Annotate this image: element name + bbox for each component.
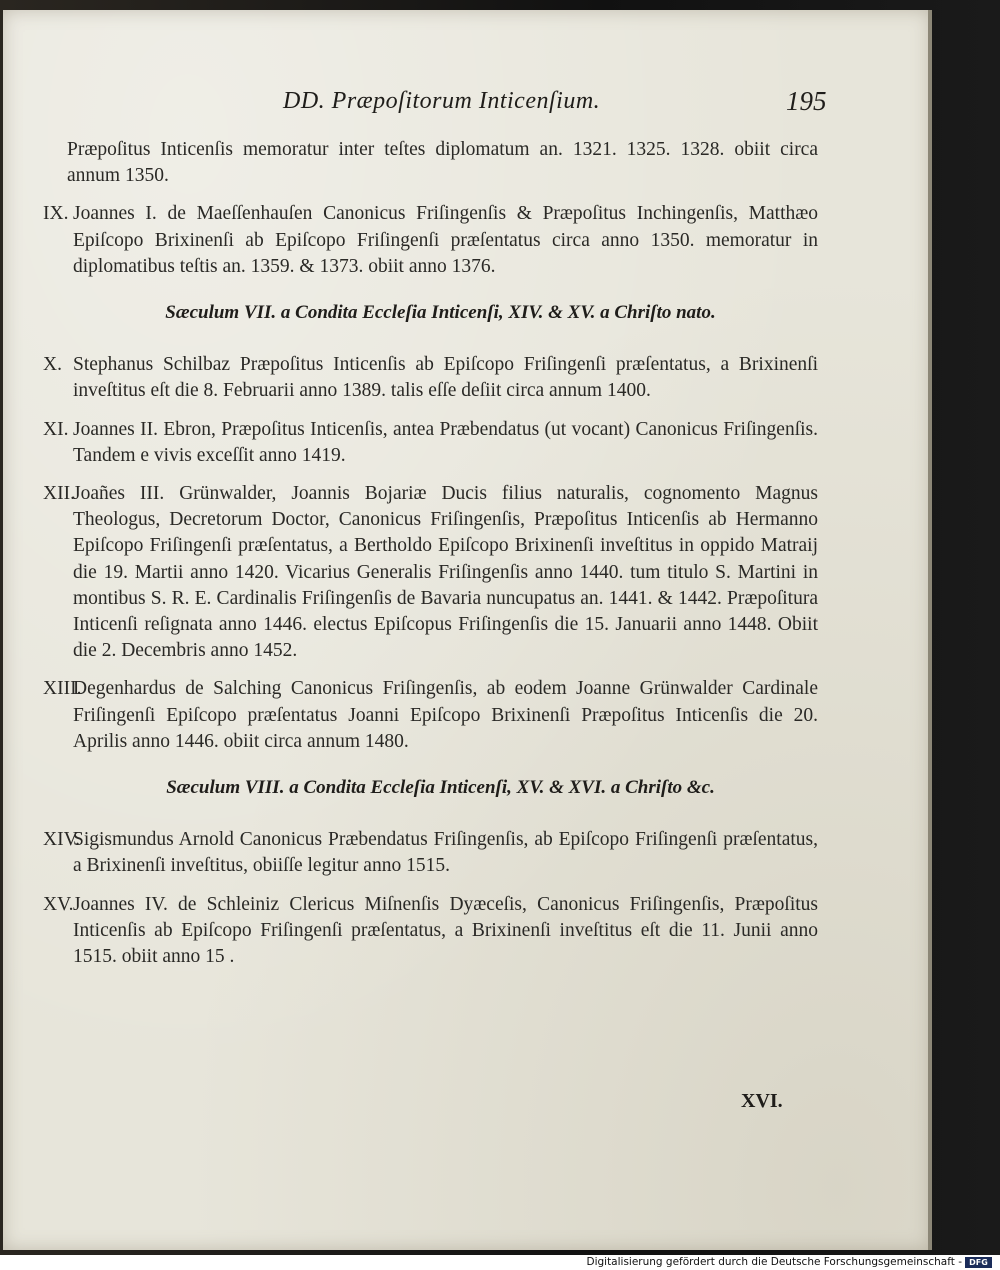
catchword: XVI. [741,1090,783,1112]
entry-number: X. [43,354,62,376]
digitization-footer [0,1255,1000,1270]
entry-text: Præpoſitus Inticenſis memoratur inter teſtes diplomatum an. 1321. 1325. 1328. obiit circa annum 1350. [67,139,818,187]
running-head: DD. Præpoſitorum Inticenſium. [283,88,601,114]
entry-number: XIII. [43,678,82,700]
section-heading-viii: Sæculum VIII. a Condita Eccleſia Inticenſi, XV. & XVI. a Chriſto &c. [166,777,715,799]
entry-xiii [43,676,818,755]
entry-xv [43,892,818,971]
entry-continuation [43,137,818,189]
entry-xi [43,417,818,469]
entry-ix [43,201,818,280]
entry-number: XIV. [43,829,81,851]
entry-text: Degenhardus de Salching Canonicus Friſingenſis, ab eodem Joanne Grünwalder Cardinale Friſingenſi Epiſcopo præſentatus Joanni Epiſcopo Brixinenſi Præpoſitus Inticenſis die 20. Aprilis anno 1446. obiit circa annum 1480. [73,678,818,752]
book-page [3,10,930,1250]
page-body [43,137,818,982]
entry-text: Sigismundus Arnold Canonicus Præbendatus Friſingenſis, ab Epiſcopo Friſingenſi præſentatus, a Brixinenſi inveſtitus, obiiſſe legitur anno 1515. [73,829,818,877]
entry-number: XII. [43,483,75,505]
page-number: 195 [786,86,827,116]
entry-number: XV. [43,893,74,915]
page-edge [928,10,932,1250]
entry-text: Stephanus Schilbaz Præpoſitus Inticenſis ab Epiſcopo Friſingenſi præſentatus, a Brixinenſi inveſtitus eſt die 8. Februarii anno 1389. talis eſſe deſiit circa annum 1400. [73,354,818,402]
entry-text: Joannes I. de Maeſſenhauſen Canonicus Friſingenſis & Præpoſitus Inchingenſis, Matthæo Epiſcopo Brixinenſi ab Epiſcopo Friſingenſi præſentatus circa anno 1350. memoratur in diplomatibus teſtis an. 1359. & 1373. obiit anno 1376. [73,203,818,277]
entry-xiv [43,827,818,879]
section-heading-vii: Sæculum VII. a Condita Eccleſia Inticenſi, XIV. & XV. a Chriſto nato. [165,302,716,324]
entry-x [43,352,818,404]
entry-text: Joannes IV. de Schleiniz Clericus Miſnenſis Dyæceſis, Canonicus Friſingenſis, Præpoſitus Inticenſis ab Epiſcopo Friſingenſi præſentatus, a Brixinenſi inveſtitus eſt die 11. Junii anno 1515. obiit anno 15 . [73,893,818,968]
entry-number: IX. [43,203,69,225]
dfg-logo: DFG [965,1257,992,1268]
entry-xii [43,481,818,664]
entry-text: Joannes II. Ebron, Præpoſitus Inticenſis, antea Præbendatus (ut vocant) Canonicus Friſingenſis. Tandem e vivis exceſſit anno 1419. [73,418,818,466]
entry-number: XI. [43,418,69,440]
entry-text: Joañes III. Grünwalder, Joannis Bojariæ Ducis filius naturalis, cognomento Magnus Theologus, Decretorum Doctor, Canonicus Friſingenſis, Præpoſitus Inticenſis ab Hermanno Epiſcopo Friſingenſi præſentatus, a Bertholdo Epiſcopo Brixinenſi inveſtitus in oppido Matraij die 19. Martii anno 1420. Vicarius Generalis Friſingenſis anno 1440. tum titulo S. Martini in montibus S. R. E. Cardinalis Friſingenſis de Bavaria nuncupatus an. 1441. & 1442. Præpoſitura Inticenſi reſignata anno 1446. electus Epiſcopus Friſingenſis die 15. Januarii anno 1448. Obiit die 2. Decembris anno 1452. [73,483,818,662]
footer-credit: Digitalisierung gefördert durch die Deutsche Forschungsgemeinschaft - [586,1256,962,1268]
